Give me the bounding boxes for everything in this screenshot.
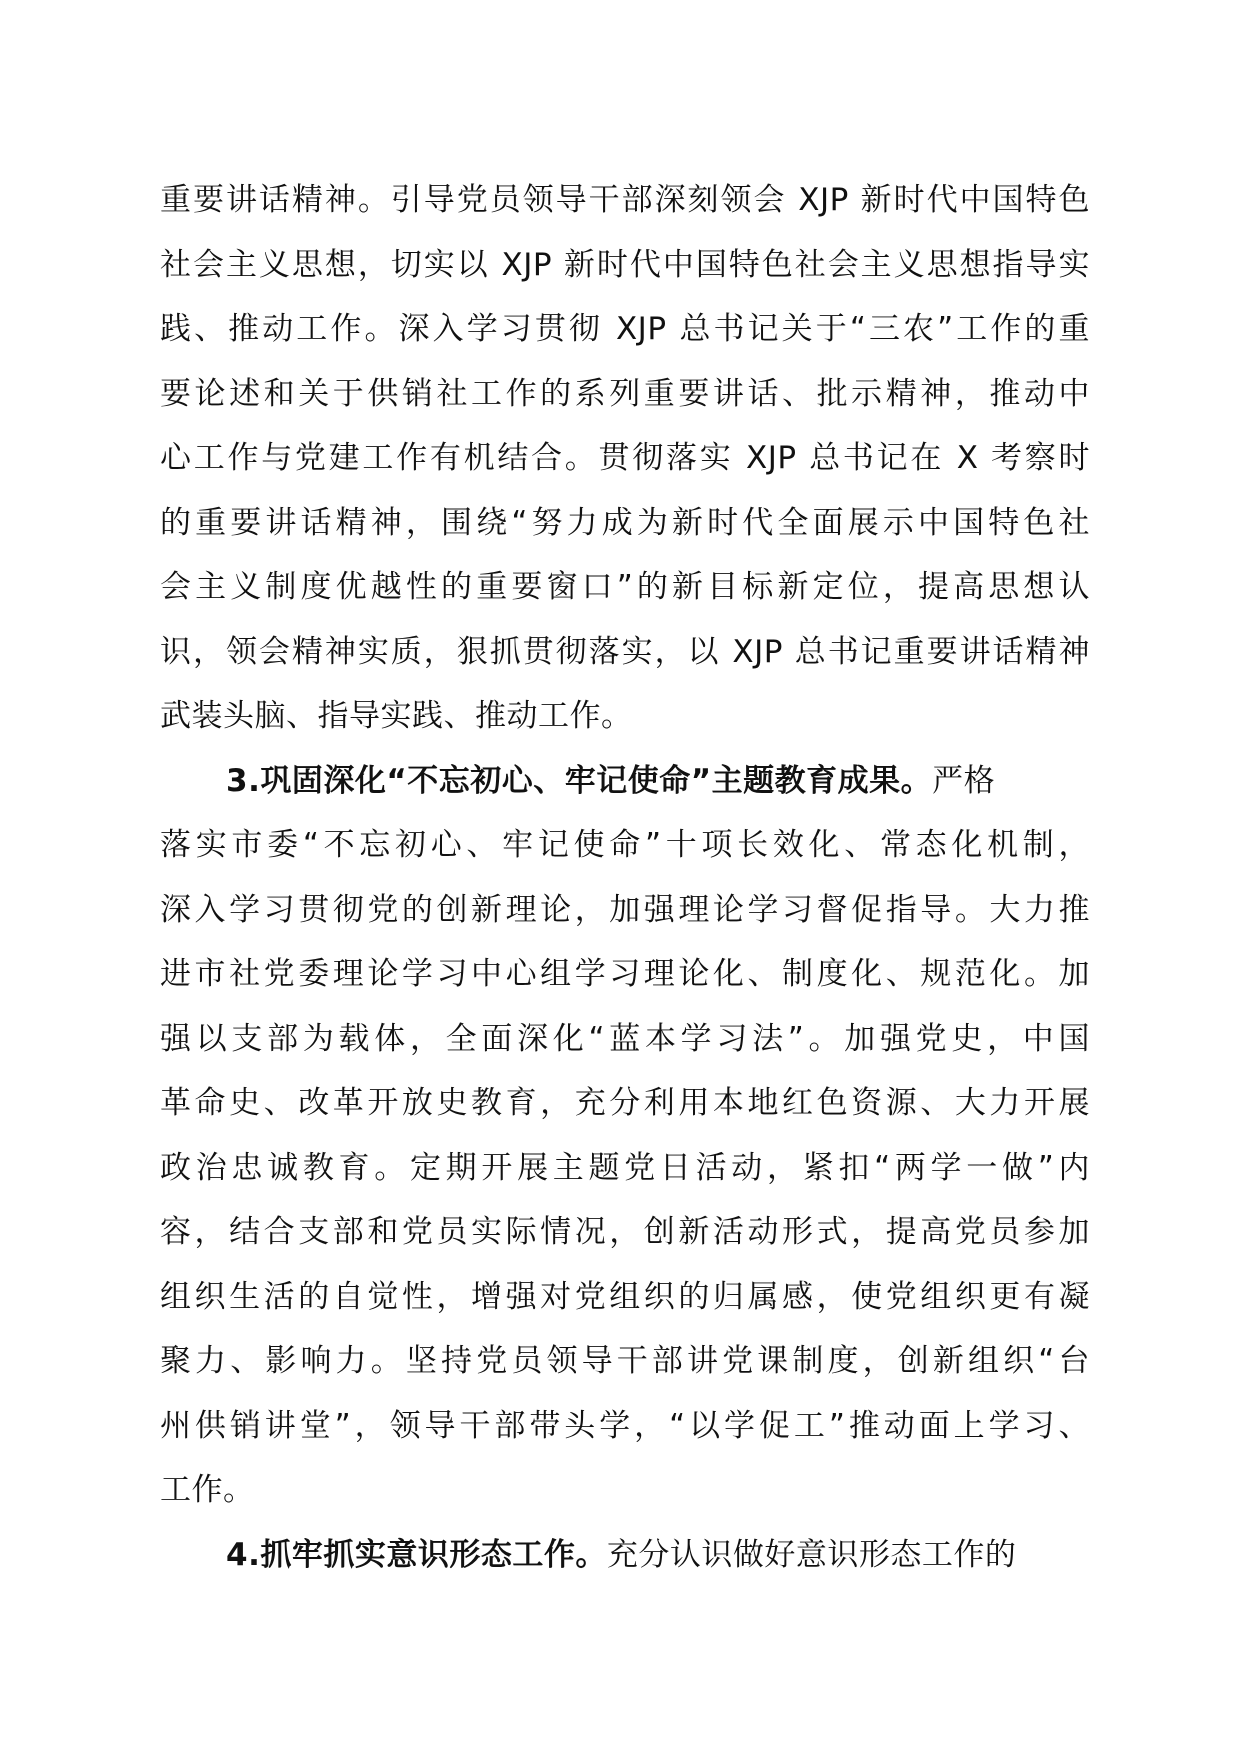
text-line: 聚力、影响力。坚持党员领导干部讲党课制度，创新组织“台 xyxy=(160,1343,1090,1379)
text-line: 落实市委“不忘初心、牢记使命”十项长效化、常态化机制， xyxy=(160,827,1090,863)
paragraph-first-line xyxy=(160,749,1090,814)
text-line: 社会主义思想，切实以 XJP 新时代中国特色社会主义思想指导实 xyxy=(160,246,1090,283)
text-line: 的重要讲话精神，围绕“努力成为新时代全面展示中国特色社 xyxy=(160,504,1090,541)
body-text xyxy=(160,168,1090,1587)
text-line: 容，结合支部和党员实际情况，创新活动形式，提高党员参加 xyxy=(160,1214,1090,1250)
text-line: 深入学习贯彻党的创新理论，加强理论学习督促指导。大力推 xyxy=(160,891,1090,928)
text-line: 心工作与党建工作有机结合。贯彻落实 XJP 总书记在 X 考察时 xyxy=(160,440,1090,476)
paragraph-1 xyxy=(160,168,1090,749)
text-line: 进市社党委理论学习中心组学习理论化、制度化、规范化。加 xyxy=(160,956,1090,992)
text-line: 革命史、改革开放史教育，充分利用本地红色资源、大力开展 xyxy=(160,1085,1090,1121)
text-line: 强以支部为载体，全面深化“蓝本学习法”。加强党史，中国 xyxy=(160,1020,1090,1057)
text-line: 会主义制度优越性的重要窗口”的新目标新定位，提高思想认 xyxy=(160,569,1090,605)
text-line: 州供销讲堂”，领导干部带头学，“以学促工”推动面上学习、 xyxy=(160,1407,1090,1444)
text-line: 践、推动工作。深入学习贯彻 XJP 总书记关于“三农”工作的重 xyxy=(160,311,1090,347)
text-run: 严格 xyxy=(932,762,996,799)
text-line: 要论述和关于供销社工作的系列重要讲话、批示精神，推动中 xyxy=(160,375,1090,412)
text-run: 充分认识做好意识形态工作的 xyxy=(606,1536,1017,1573)
paragraph-3 xyxy=(160,1523,1090,1588)
text-line: 重要讲话精神。引导党员领导干部深刻领会 XJP 新时代中国特色 xyxy=(160,182,1090,218)
text-line: 工作。 xyxy=(160,1472,255,1508)
paragraph-first-line xyxy=(160,1523,1090,1588)
section-heading: 4.抓牢抓实意识形态工作。 xyxy=(226,1536,607,1573)
text-line: 政治忠诚教育。定期开展主题党日活动，紧扣“两学一做”内 xyxy=(160,1149,1090,1186)
text-line: 识，领会精神实质，狠抓贯彻落实，以 XJP 总书记重要讲话精神 xyxy=(160,633,1090,670)
paragraph-2 xyxy=(160,749,1090,1523)
text-line: 武装头脑、指导实践、推动工作。 xyxy=(160,698,633,734)
text-line: 组织生活的自觉性，增强对党组织的归属感，使党组织更有凝 xyxy=(160,1278,1090,1315)
section-heading: 3.巩固深化“不忘初心、牢记使命”主题教育成果。 xyxy=(226,762,933,799)
